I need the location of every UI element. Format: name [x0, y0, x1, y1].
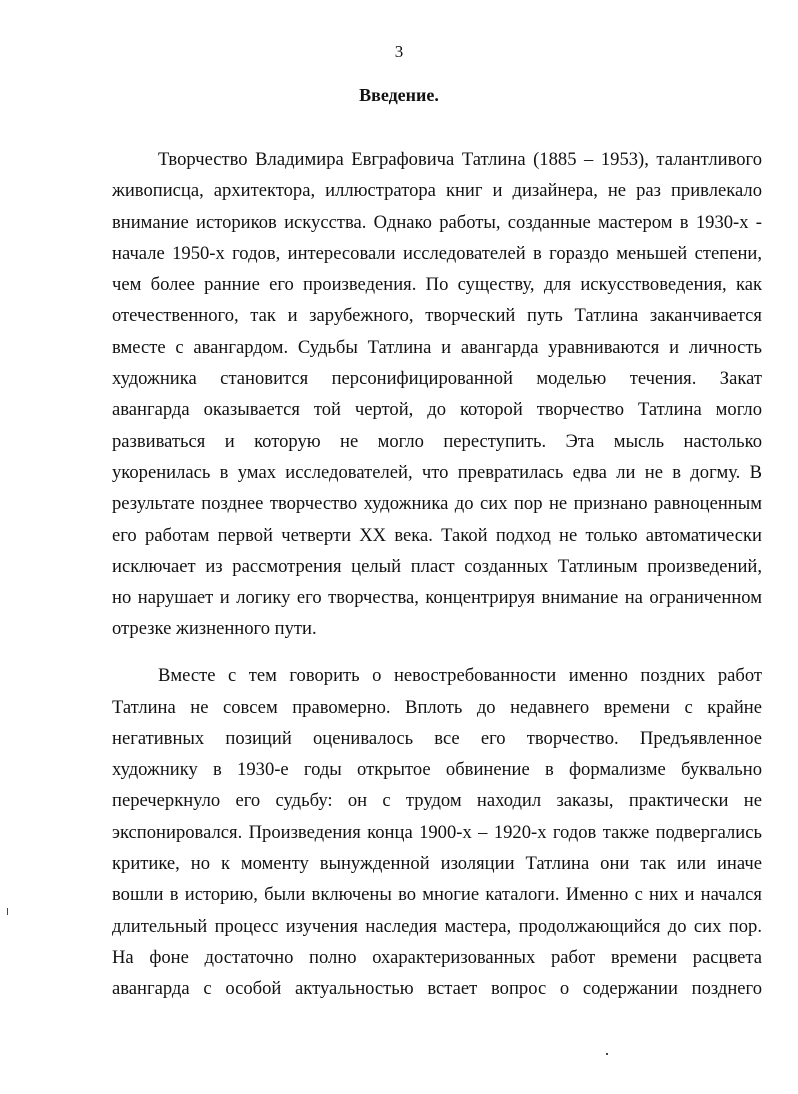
text-line: его работам первой четверти XX века. Такой подход не только автоматически	[112, 524, 762, 546]
text-line: отрезке жизненного пути.	[112, 618, 317, 640]
text-line: живописца, архитектора, иллюстратора книг и дизайнера, не раз привлекало	[112, 180, 762, 202]
text-line: вошли в историю, были включены во многие каталоги. Именно с них и начался	[112, 884, 762, 906]
paragraph-1	[112, 144, 762, 645]
text-line: чем более ранние его произведения. По существу, для искусствоведения, как	[112, 274, 762, 296]
text-line: негативных позиций оценивалось все его творчество. Предъявленное	[112, 727, 762, 749]
text-line: авангарда оказывается той чертой, до которой творчество Татлина могло	[112, 399, 762, 421]
text-line: Вместе с тем говорить о невостребованности именно поздних работ	[158, 665, 762, 687]
text-line: отечественного, так и зарубежного, творческий путь Татлина заканчивается	[112, 305, 762, 327]
text-line: внимание историков искусства. Однако работы, созданные мастером в 1930-х -	[112, 211, 762, 233]
text-line: На фоне достаточно полно охарактеризованных работ времени расцвета	[112, 946, 762, 968]
text-line: исключает из рассмотрения целый пласт созданных Татлиным произведений,	[112, 555, 762, 577]
text-line: авангарда с особой актуальностью встает вопрос о содержании позднего	[112, 978, 762, 1000]
text-line: начале 1950-х годов, интересовали исследователей в гораздо меньшей степени,	[112, 242, 762, 264]
page-number: 3	[394, 42, 404, 61]
text-line: но нарушает и логику его творчества, концентрируя внимание на ограниченном	[112, 587, 762, 609]
text-line: укоренилась в умах исследователей, что превратилась едва ли не в догму. В	[112, 461, 762, 483]
text-line: художнику в 1930-е годы открытое обвинение в формализме буквально	[112, 759, 762, 781]
text-line: результате позднее творчество художника до сих пор не признано равноценным	[112, 493, 762, 515]
body-text	[112, 144, 762, 1005]
scan-speck	[606, 1053, 608, 1055]
text-line: Творчество Владимира Евграфовича Татлина (1885 – 1953), талантливого	[158, 149, 762, 170]
scan-speck	[7, 908, 8, 915]
section-heading: Введение.	[359, 85, 439, 105]
text-line: экспонировался. Произведения конца 1900-х – 1920-х годов также подвергались	[112, 821, 762, 843]
text-line: перечеркнуло его судьбу: он с трудом находил заказы, практически не	[112, 790, 762, 812]
text-line: художника становится персонифицированной моделью течения. Закат	[112, 368, 762, 390]
paragraph-2	[112, 660, 762, 1004]
text-line: длительный процесс изучения наследия мастера, продолжающийся до сих пор.	[112, 915, 762, 937]
text-line: Татлина не совсем правомерно. Вплоть до недавнего времени с крайне	[112, 696, 762, 718]
text-line: развиваться и которую не могло переступить. Эта мысль настолько	[112, 430, 762, 452]
text-line: критике, но к моменту вынужденной изоляции Татлина они так или иначе	[112, 853, 762, 875]
text-line: вместе с авангардом. Судьбы Татлина и авангарда уравниваются и личность	[112, 336, 762, 358]
